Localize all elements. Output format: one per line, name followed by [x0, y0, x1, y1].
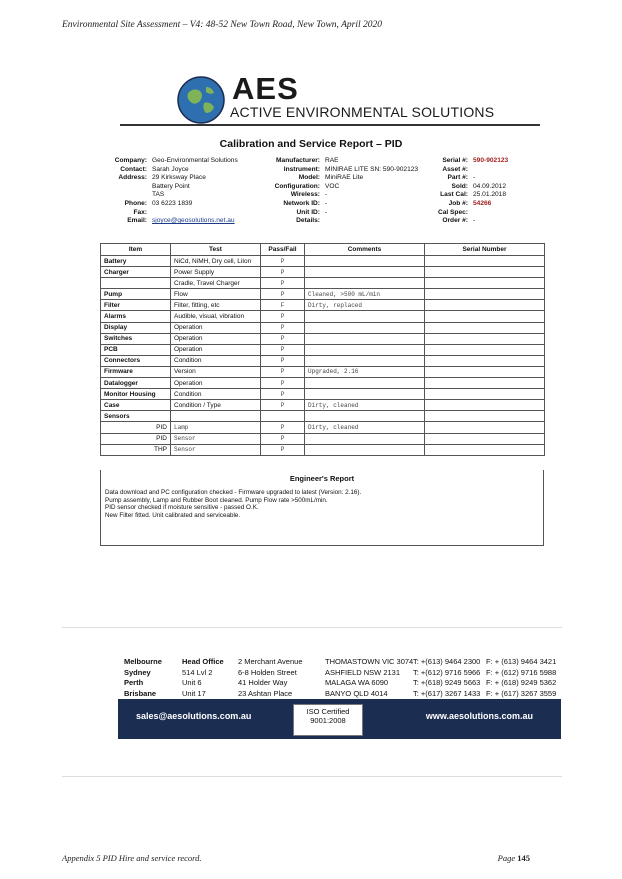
contact-phone-line: T: +(618) 9249 5663 — [413, 678, 481, 687]
serial-row — [430, 166, 508, 175]
cell-item: Monitor Housing — [101, 389, 171, 400]
cell-serial — [425, 267, 545, 278]
instrument-label: Wireless: — [290, 191, 320, 199]
contact-office-line: Unit 17 — [182, 688, 206, 698]
instrument-row — [268, 174, 418, 183]
table-row — [101, 366, 545, 377]
cell-pf: P — [261, 400, 305, 411]
cell-test: Lamp — [171, 422, 261, 433]
contact-suburb-line: BANYO QLD 4014 — [325, 688, 388, 698]
page-number-value: 145 — [517, 853, 530, 863]
cell-test: Audible, visual, vibration — [171, 311, 261, 322]
cell-serial — [425, 433, 545, 444]
contact-office-line: Head Office — [182, 657, 224, 666]
cell-comment — [305, 344, 425, 355]
serial-row — [430, 200, 508, 209]
cell-serial — [425, 311, 545, 322]
table-row — [101, 422, 545, 433]
table-row — [101, 300, 545, 311]
cell-pf: P — [261, 355, 305, 366]
contact-street-line: 41 Holder Way — [238, 678, 288, 687]
serial-label: Part #: — [447, 174, 468, 182]
contact-banner — [118, 699, 561, 739]
contact-faxe-line: F: + (612) 9716 5988 — [486, 667, 557, 677]
contact-office-line: Unit 6 — [182, 678, 202, 687]
table-row — [101, 389, 545, 400]
serial-info — [430, 157, 508, 226]
cell-item: Filter — [101, 300, 171, 311]
table-row — [101, 267, 545, 278]
table-row — [101, 311, 545, 322]
cell-serial — [425, 289, 545, 300]
cell-item: Switches — [101, 333, 171, 344]
customer-value: Geo-Environmental Solutions — [152, 157, 238, 164]
customer-label: Company: — [114, 157, 147, 164]
cell-pf: P — [261, 444, 305, 455]
contact-phone-line: T: +(612) 9716 5966 — [413, 667, 481, 677]
cell-pf: P — [261, 267, 305, 278]
table-row — [101, 411, 545, 422]
instrument-value: - — [325, 208, 328, 216]
table-row — [101, 278, 545, 289]
cell-pf: P — [261, 433, 305, 444]
cell-serial — [425, 378, 545, 389]
cell-item: PCB — [101, 344, 171, 355]
customer-value: Sarah Joyce — [152, 165, 189, 173]
cell-serial — [425, 300, 545, 311]
cell-test: Cradle, Travel Charger — [171, 278, 261, 289]
cell-comment — [305, 433, 425, 444]
cell-serial — [425, 322, 545, 333]
cell-comment — [305, 311, 425, 322]
serial-label: Sold: — [451, 182, 468, 190]
cell-test: Sensor — [171, 433, 261, 444]
table-row — [101, 344, 545, 355]
contact-citie-line: Melbourne — [124, 657, 162, 666]
cell-test: Condition — [171, 389, 261, 400]
cell-test: Power Supply — [171, 267, 261, 278]
iso-badge — [293, 704, 363, 736]
col-header-item: Item — [101, 244, 171, 256]
cell-pf: P — [261, 366, 305, 377]
serial-row — [430, 183, 508, 192]
contact-street-line: 2 Merchant Avenue — [238, 657, 303, 666]
serial-value: - — [473, 217, 476, 225]
cell-item: Sensors — [101, 411, 171, 422]
divider — [62, 627, 562, 628]
cell-item: Display — [101, 322, 171, 333]
engineers-report-line: Data download and PC configuration checked - Firmware upgraded to latest (Version: 2.16). — [105, 489, 362, 496]
cell-comment — [305, 278, 425, 289]
cell-test: Condition — [171, 355, 261, 366]
cell-test: Operation — [171, 344, 261, 355]
cell-serial — [425, 344, 545, 355]
cell-serial — [425, 444, 545, 455]
cell-test — [171, 411, 261, 422]
globe-logo-icon — [176, 75, 226, 125]
customer-label — [103, 183, 147, 192]
contact-faxe-line: F: + (618) 9249 5362 — [486, 678, 557, 687]
contact-streets — [238, 657, 303, 699]
cell-test: NiCd, NiMH, Dry cell, LiIon — [171, 256, 261, 267]
cell-comment: Dirty, cleaned — [305, 422, 425, 433]
contact-suburbs — [325, 657, 413, 699]
cell-pf: P — [261, 422, 305, 433]
instrument-value: MINIRAE LITE SN: 590-902123 — [325, 165, 419, 173]
table-header-row — [101, 244, 545, 256]
serial-row — [430, 174, 508, 183]
engineers-report-text — [105, 489, 543, 519]
table-row — [101, 433, 545, 444]
contact-citie-line: Perth — [124, 678, 144, 687]
page-footer-caption: Appendix 5 PID Hire and service record. — [62, 853, 202, 863]
cell-item: Pump — [101, 289, 171, 300]
header-rule — [120, 124, 540, 126]
contact-suburb-line: THOMASTOWN VIC 3074 — [325, 657, 414, 666]
cell-serial — [425, 366, 545, 377]
table-row — [101, 333, 545, 344]
engineers-report-title: Engineer's Report — [289, 474, 355, 483]
cell-serial — [425, 333, 545, 344]
serial-label: Cal Spec: — [437, 208, 468, 216]
contact-faxe-line: F: + (617) 3267 3559 — [486, 688, 557, 698]
cell-comment: Dirty, cleaned — [305, 400, 425, 411]
cell-serial — [425, 278, 545, 289]
cell-comment: Upgraded, 2.16 — [305, 366, 425, 377]
cell-test: Sensor — [171, 444, 261, 455]
serial-row — [430, 157, 508, 166]
contact-citie-line: Sydney — [124, 667, 151, 677]
cell-comment — [305, 322, 425, 333]
customer-value: 29 Kirksway Place — [152, 174, 206, 182]
page-number — [498, 853, 530, 863]
instrument-row — [268, 217, 418, 226]
cell-pf: P — [261, 256, 305, 267]
serial-row — [430, 191, 508, 200]
page-label: Page — [497, 853, 516, 863]
contact-phone-line: T: +(617) 3267 1433 — [413, 688, 481, 698]
instrument-value: - — [325, 191, 328, 199]
col-header-serial-number: Serial Number — [425, 244, 545, 256]
cell-comment — [305, 256, 425, 267]
cell-pf: P — [261, 289, 305, 300]
customer-value[interactable]: sjoyce@geosolutions.net.au — [152, 217, 235, 225]
cell-comment — [305, 389, 425, 400]
cell-comment — [305, 355, 425, 366]
sales-email-link[interactable]: sales@aesolutions.com.au — [136, 711, 252, 721]
cell-comment — [305, 378, 425, 389]
website-link[interactable]: www.aesolutions.com.au — [425, 711, 533, 721]
cell-item: THP — [101, 444, 171, 455]
engineers-report-line: New Filter fitted. Unit calibrated and serviceable. — [105, 511, 241, 519]
cell-pf: P — [261, 311, 305, 322]
serial-value: 25.01.2018 — [473, 191, 507, 199]
cell-test: Operation — [171, 333, 261, 344]
col-header-test: Test — [171, 244, 261, 256]
table-row — [101, 256, 545, 267]
cell-pf: P — [261, 344, 305, 355]
instrument-value: VOC — [325, 182, 340, 190]
cell-test: Version — [171, 366, 261, 377]
contact-suburb-line: MALAGA WA 6090 — [325, 678, 389, 687]
cell-comment — [305, 333, 425, 344]
customer-info — [103, 157, 238, 226]
serial-value: - — [473, 174, 476, 182]
cell-comment: Dirty, replaced — [305, 300, 425, 311]
cell-comment — [305, 267, 425, 278]
cell-serial — [425, 411, 545, 422]
cell-item: Datalogger — [101, 378, 171, 389]
cell-pf — [261, 411, 305, 422]
contact-offices — [182, 657, 224, 699]
instrument-row — [268, 157, 418, 166]
cell-serial — [425, 355, 545, 366]
cell-serial — [425, 256, 545, 267]
serial-value: 04.09.2012 — [473, 182, 507, 190]
cell-item: Charger — [101, 267, 171, 278]
customer-value: 03 6223 1839 — [152, 199, 193, 207]
serial-row — [430, 217, 508, 226]
cell-item: PID — [101, 433, 171, 444]
instrument-info — [268, 157, 418, 226]
customer-label: Fax: — [133, 208, 147, 216]
service-table — [100, 243, 545, 456]
instrument-value: MiniRAE Lite — [325, 174, 364, 182]
cell-item: Alarms — [101, 311, 171, 322]
cell-item — [101, 278, 171, 289]
cell-serial — [425, 400, 545, 411]
customer-label: Email: — [127, 217, 147, 225]
instrument-row — [268, 191, 418, 200]
customer-row — [103, 174, 238, 183]
serial-row — [430, 209, 508, 218]
instrument-label: Instrument: — [283, 165, 320, 173]
serial-label: Job #: — [448, 199, 468, 207]
contact-street-line: 23 Ashtan Place — [238, 688, 293, 698]
contact-citie-line: Brisbane — [124, 688, 157, 698]
col-header-pass-fail: Pass/Fail — [261, 244, 305, 256]
iso-line-2: 9001:2008 — [310, 716, 346, 725]
contact-suburb-line: ASHFIELD NSW 2131 — [325, 667, 401, 677]
cell-item: Firmware — [101, 366, 171, 377]
cell-pf: P — [261, 378, 305, 389]
instrument-row — [268, 200, 418, 209]
table-row — [101, 444, 545, 455]
instrument-row — [268, 209, 418, 218]
contact-office-line: 514 Lvl 2 — [182, 667, 213, 677]
instrument-label: Network ID: — [283, 199, 320, 207]
page-header: Environmental Site Assessment – V4: 48-52 New Town Road, New Town, April 2020 — [62, 20, 383, 30]
cell-comment — [305, 444, 425, 455]
customer-label: Contact: — [120, 165, 147, 173]
customer-row — [103, 157, 238, 166]
instrument-label: Unit ID: — [296, 208, 320, 216]
contact-cities — [124, 657, 162, 699]
cell-test: Condition / Type — [171, 400, 261, 411]
customer-row — [103, 166, 238, 175]
cell-item: PID — [101, 422, 171, 433]
instrument-label: Details: — [296, 217, 320, 225]
cell-comment — [305, 411, 425, 422]
table-row — [101, 289, 545, 300]
customer-value: TAS — [152, 191, 165, 199]
cell-test: Operation — [171, 378, 261, 389]
instrument-value: - — [325, 199, 328, 207]
serial-value: 590-902123 — [473, 157, 509, 164]
customer-row — [103, 200, 238, 209]
instrument-row — [268, 166, 418, 175]
cell-serial — [425, 422, 545, 433]
cell-pf: F — [261, 300, 305, 311]
report-title: Calibration and Service Report – PID — [219, 138, 403, 150]
customer-row — [103, 209, 238, 218]
serial-value: 54266 — [473, 199, 492, 207]
customer-label: Phone: — [124, 199, 147, 207]
iso-line-1: ISO Certified — [306, 707, 350, 716]
engineers-report-line: PID sensor checked if moisture sensitive - passed O.K. — [105, 504, 259, 512]
instrument-label: Model: — [298, 174, 320, 182]
customer-label: Address: — [118, 174, 147, 182]
table-row — [101, 400, 545, 411]
cell-test: Filter, fitting, etc — [171, 300, 261, 311]
serial-label: Asset #: — [442, 165, 468, 173]
brand-name: AES — [232, 71, 299, 106]
table-row — [101, 322, 545, 333]
col-header-comments: Comments — [305, 244, 425, 256]
cell-test: Operation — [171, 322, 261, 333]
customer-row — [103, 217, 238, 226]
customer-value: Battery Point — [152, 182, 190, 190]
brand-full-name: ACTIVE ENVIRONMENTAL SOLUTIONS — [230, 104, 495, 120]
engineers-report-line: Pump assembly, Lamp and Rubber Boot cleaned. Pump Flow rate >500mL/min. — [105, 496, 328, 504]
cell-item: Battery — [101, 256, 171, 267]
cell-item: Connectors — [101, 355, 171, 366]
cell-serial — [425, 389, 545, 400]
table-row — [101, 378, 545, 389]
serial-label: Serial #: — [442, 157, 468, 164]
cell-pf: P — [261, 278, 305, 289]
contact-faxe-line: F: + (613) 9464 3421 — [486, 657, 557, 666]
contact-phone-line: T: +(613) 9464 2300 — [413, 657, 481, 666]
cell-pf: P — [261, 389, 305, 400]
cell-test: Flow — [171, 289, 261, 300]
contact-street-line: 6-8 Holden Street — [238, 667, 297, 677]
instrument-value: RAE — [325, 157, 339, 164]
cell-item: Case — [101, 400, 171, 411]
instrument-label: Manufacturer: — [276, 157, 320, 164]
customer-row — [103, 183, 238, 192]
instrument-row — [268, 183, 418, 192]
serial-label: Last Cal: — [440, 191, 468, 199]
customer-row — [103, 191, 238, 200]
engineers-report — [100, 470, 544, 546]
customer-label — [103, 191, 147, 200]
contact-faxes — [486, 657, 556, 699]
table-row — [101, 355, 545, 366]
cell-pf: P — [261, 333, 305, 344]
instrument-label: Configuration: — [274, 182, 320, 190]
serial-label: Order #: — [442, 217, 468, 225]
cell-pf: P — [261, 322, 305, 333]
cell-comment: Cleaned, >500 mL/min — [305, 289, 425, 300]
contact-phones — [413, 657, 480, 699]
divider — [62, 776, 562, 777]
